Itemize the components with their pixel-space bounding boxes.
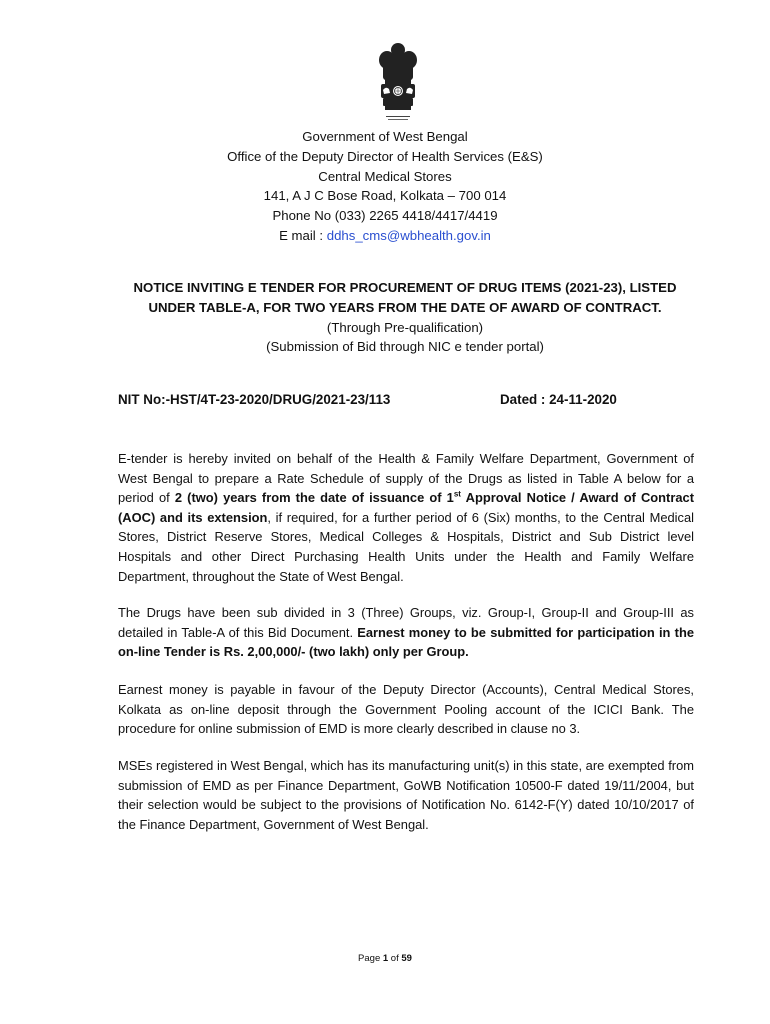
p1-text-b: , if required, for a further period of 6 (Six) months, to the Central Medical Stores, District Reserve Stores, Medical Colleges & Hospitals, District and Sub District level Hospitals and other Direct Purchasing Health Units under the Health and Family Welfare Department, throughout the State of West Bengal. — [118, 509, 694, 584]
nit-number: NIT No:-HST/4T-23-2020/DRUG/2021-23/113 — [118, 392, 391, 407]
header-email-line — [0, 226, 770, 246]
header-phone: Phone No (033) 2265 4418/4417/4419 — [272, 208, 498, 224]
page-footer — [0, 953, 770, 964]
p2-text: The Drugs have been sub divided in 3 (Three) Groups, viz. Group-I, Group-II and Group-III as detailed in Table-A of this Bid Document. — [118, 605, 694, 640]
title-line-4: (Submission of Bid through NIC e tender portal) — [266, 339, 544, 355]
paragraph-etender — [118, 449, 694, 586]
nit-date: Dated : 24-11-2020 — [500, 392, 617, 407]
p1-superscript: st — [453, 489, 461, 499]
title-line-2: UNDER TABLE-A, FOR TWO YEARS FROM THE DATE OF AWARD OF CONTRACT. — [148, 299, 662, 315]
p1-bold-a: 2 (two) years from the date of issuance of 1 — [174, 490, 454, 506]
footer-of-label: of — [388, 953, 402, 964]
p2-bold: Earnest money to be submitted for participation in the on-line Tender is Rs. 2,00,000/- (two lakh) only per Group. — [118, 624, 694, 660]
state-emblem-logo — [373, 40, 423, 124]
footer-page-total: 59 — [401, 953, 412, 964]
paragraph-earnest-money: Earnest money is payable in favour of the Deputy Director (Accounts), Central Medical Stores, Kolkata as on-line deposit through the Government Pooling account of the ICICI Bank. The procedure for online submission of EMD is more clearly described in clause no 3. — [118, 682, 694, 737]
footer-page-number: 1 — [382, 953, 389, 964]
title-line-1: NOTICE INVITING E TENDER FOR PROCUREMENT OF DRUG ITEMS (2021-23), LISTED — [133, 280, 677, 295]
p1-text-a: E-tender is hereby invited on behalf of the Health & Family Welfare Department, Government of West Bengal to prepare a Rate Schedule of supply of the Drugs as listed in Table A below for a period of — [118, 451, 694, 506]
email-link[interactable]: ddhs_cms@wbhealth.gov.in — [326, 227, 491, 243]
header-government: Government of West Bengal — [302, 129, 468, 144]
notice-title — [110, 278, 700, 357]
email-label: E mail : — [279, 227, 327, 243]
header-office: Office of the Deputy Director of Health Services (E&S) — [227, 148, 543, 164]
title-line-3: (Through Pre-qualification) — [326, 319, 484, 335]
header-stores: Central Medical Stores — [318, 168, 452, 184]
office-header — [0, 127, 770, 246]
footer-page-label: Page — [358, 953, 383, 964]
p1-bold-b: Approval Notice / Award of Contract (AOC) and its extension — [118, 490, 694, 525]
header-address: 141, A J C Bose Road, Kolkata – 700 014 — [263, 188, 507, 204]
paragraph-groups — [118, 603, 694, 662]
paragraph-mse: MSEs registered in West Bengal, which has its manufacturing unit(s) in this state, are exempted from submission of EMD as per Finance Department, GoWB Notification 10500-F dated 19/11/2004, but their selection would be subject to the provisions of Notification No. 6142-F(Y) dated 10/10/2017 of the Finance Department, Government of West Bengal. — [118, 758, 694, 832]
